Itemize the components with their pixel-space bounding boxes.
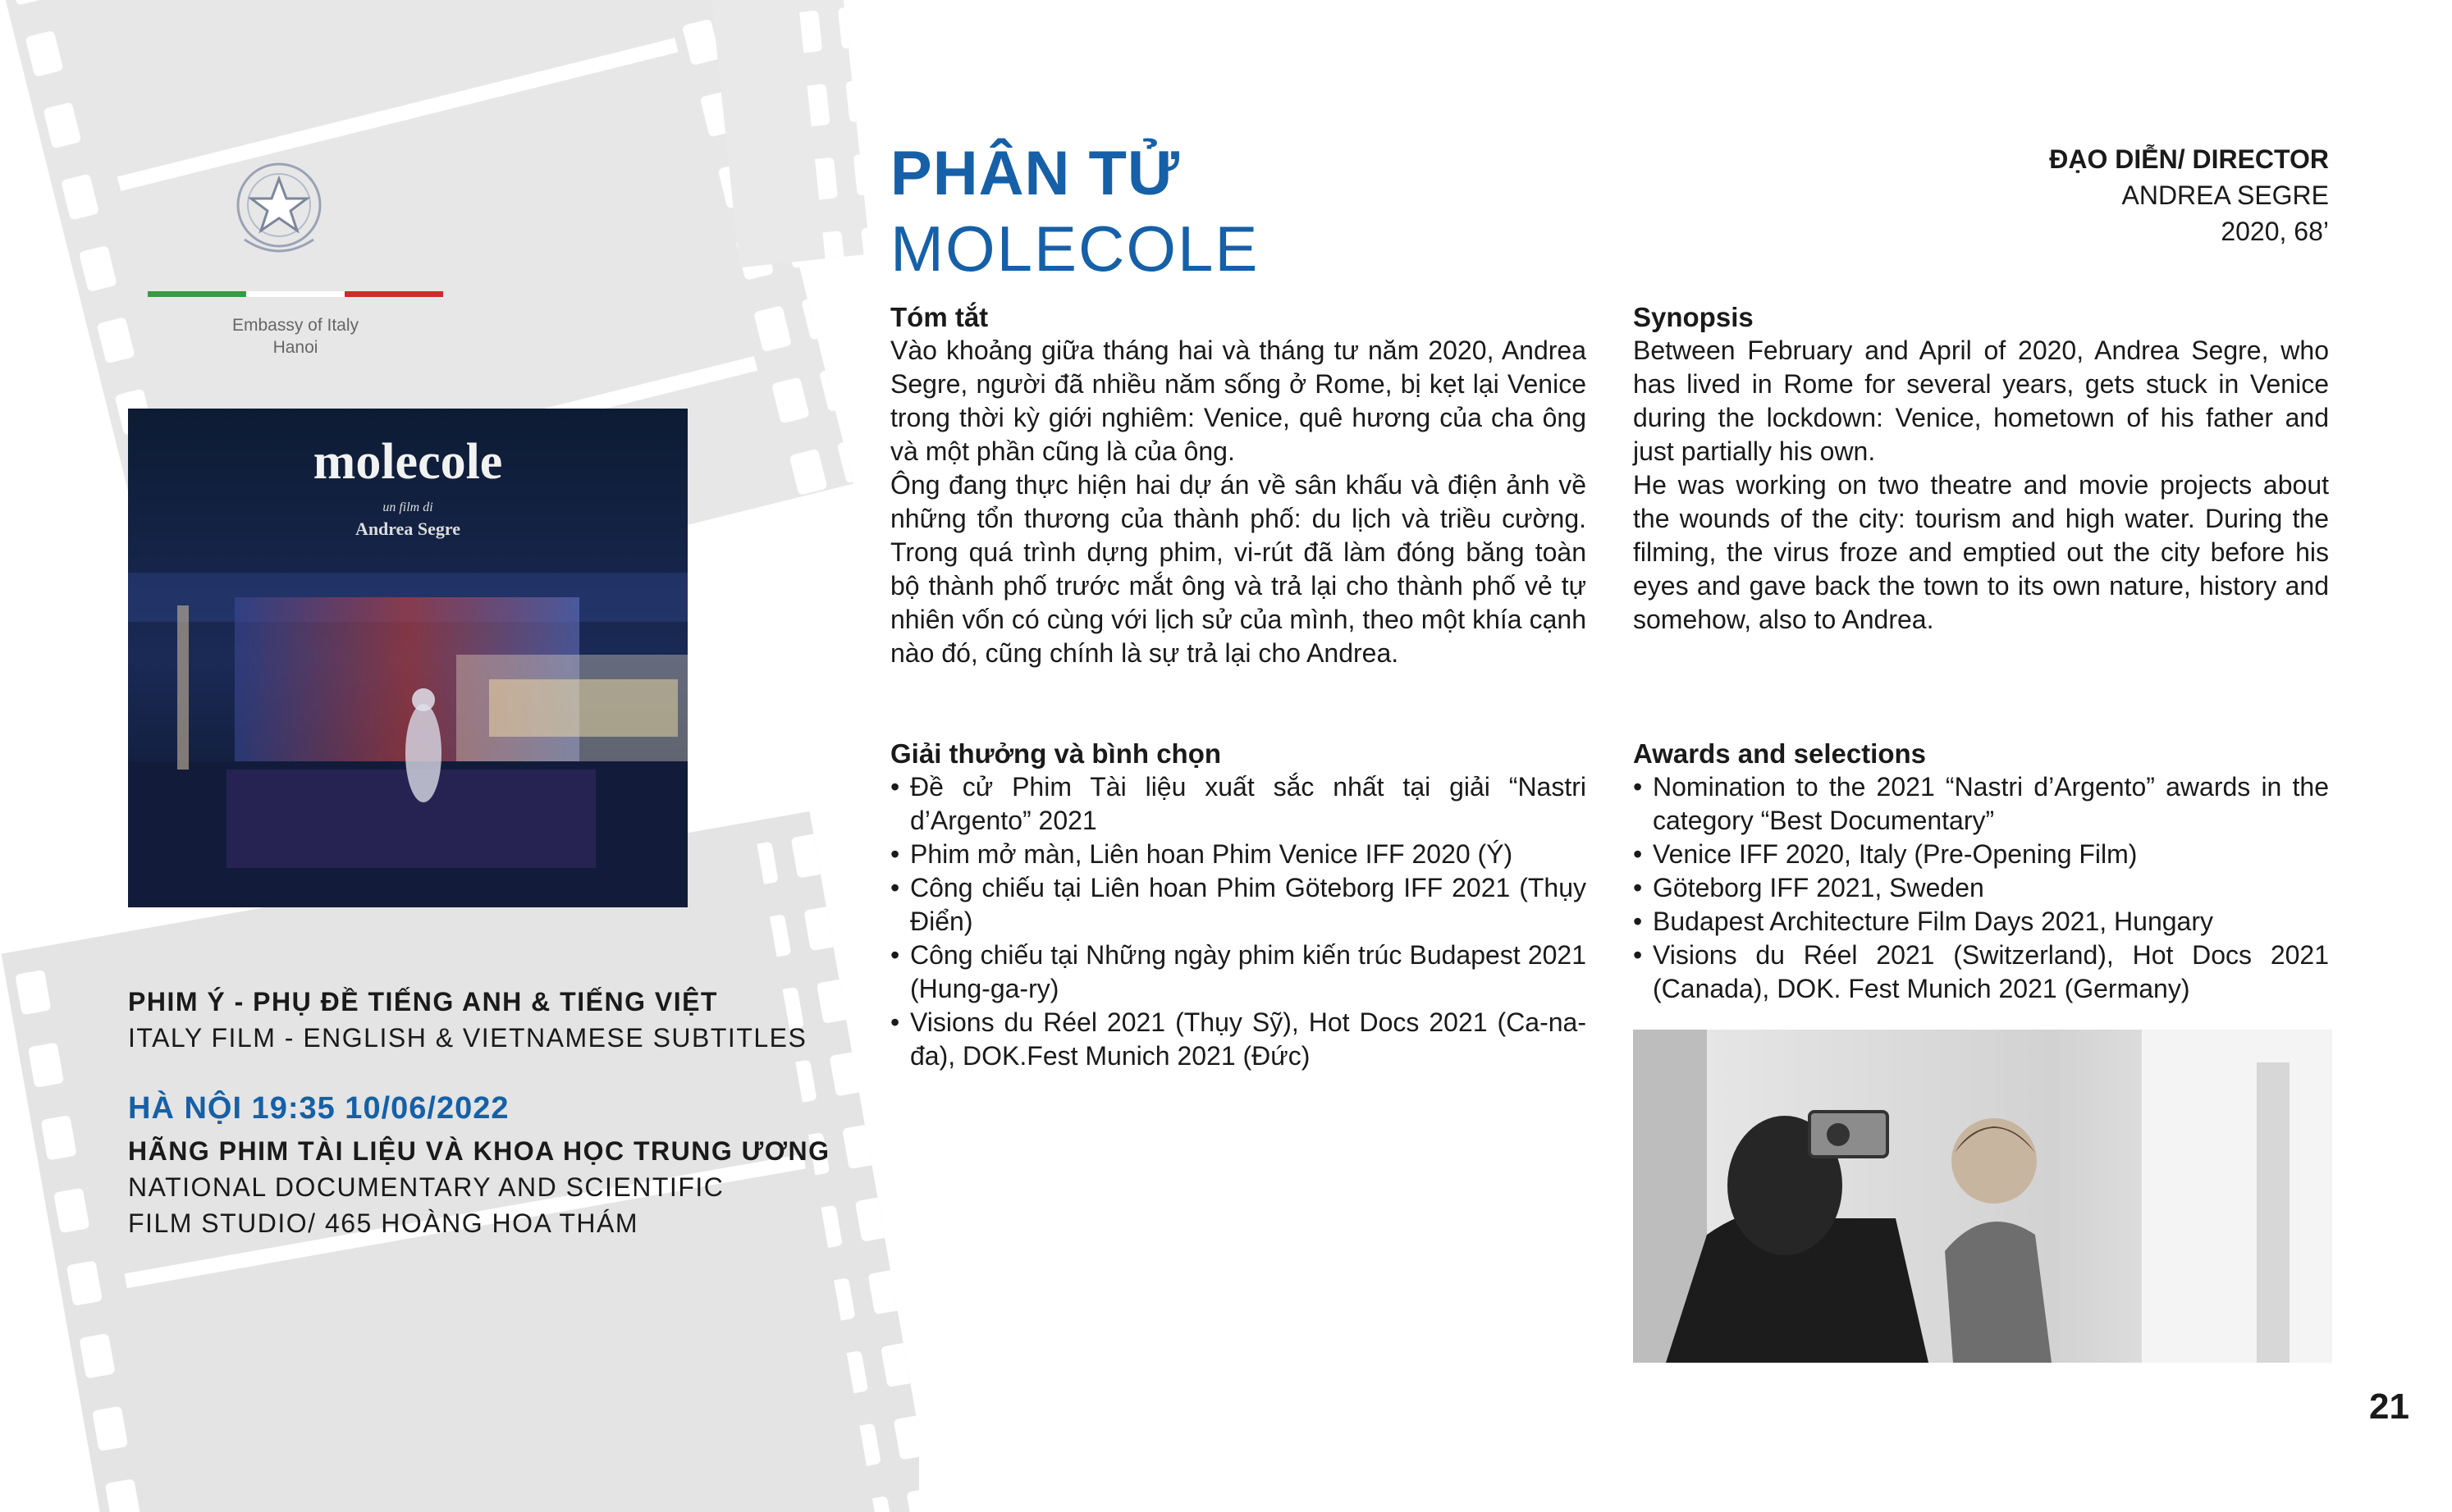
synopsis-vn-paragraph-2: Ông đang thực hiện hai dự án về sân khấu và điện ảnh về những tổn thương của thành phố: du lịch và triều cường. Trong quá trình dựng phim, vi-rút đã làm đóng băng toàn bộ thành phố trước mắt ông và trả lại cho thành phố vẻ tự nhiên vốn có cùng với lịch sử của mình, theo một khía cạnh nào đó, cũng chính là sự trả lại cho Andrea. [890,470,1586,668]
list-item: • Công chiếu tại Liên hoan Phim Göteborg IFF 2021 (Thụy Điển) [890,871,1586,939]
synopsis-en-paragraph-1: Between February and April of 2020, Andrea Segre, who has lived in Rome for several years, gets stuck in Venice during the lockdown: Venice, hometown of his father and just partially his own. [1633,336,2329,466]
page-number: 21 [2369,1386,2409,1427]
synopsis-vn-paragraph-1: Vào khoảng giữa tháng hai và tháng tư năm 2020, Andrea Segre, người đã nhiều năm sống ở Rome, bị kẹt lại Venice trong thời kỳ giới nghiêm: Venice, quê hương của cha ông và một phần cũng là của ông. [890,336,1586,466]
list-item: • Göteborg IFF 2021, Sweden [1633,871,2329,905]
list-item: • Venice IFF 2020, Italy (Pre-Opening Film) [1633,838,2329,871]
awards-vn [890,737,1586,1073]
director-block [2049,141,2329,249]
italy-emblem-icon [230,148,328,271]
embassy-emblem-block [148,148,443,361]
list-item: • Visions du Réel 2021 (Switzerland), Hot Docs 2021 (Canada), DOK. Fest Munich 2021 (Germany) [1633,939,2329,1006]
film-language-vn: PHIM Ý - PHỤ ĐỀ TIẾNG ANH & TIẾNG VIỆT [128,987,718,1016]
synopsis-en-heading: Synopsis [1633,302,1754,332]
flag-red-stripe [345,291,443,297]
list-item: • Nomination to the 2021 “Nastri d’Argento” awards in the category “Best Documentary” [1633,770,2329,838]
screening-datetime: HÀ NỘI 19:35 10/06/2022 [128,1091,510,1126]
venue-vn: HÃNG PHIM TÀI LIỆU VÀ KHOA HỌC TRUNG ƯƠNG [128,1136,830,1166]
list-item: • Visions du Réel 2021 (Thụy Sỹ), Hot Docs 2021 (Ca-na-đa), DOK.Fest Munich 2021 (Đức) [890,1006,1586,1073]
film-poster [128,409,688,907]
film-still-image [1633,1030,2332,1363]
synopsis-vn [890,300,1586,670]
film-title-original: MOLECOLE [890,212,1260,285]
synopsis-en [1633,300,2329,637]
flag-white-stripe [246,291,345,297]
year-duration: 2020, 68’ [2221,217,2329,246]
poster-credit: un film di [382,500,433,514]
embassy-name: Embassy of Italy [231,316,359,335]
list-item: • Phim mở màn, Liên hoan Phim Venice IFF 2020 (Ý) [890,838,1586,871]
poster-title: molecole [313,434,503,490]
list-item: • Công chiếu tại Những ngày phim kiến trúc Budapest 2021 (Hung-ga-ry) [890,939,1586,1006]
director-name: ANDREA SEGRE [2121,180,2329,210]
list-item: • Budapest Architecture Film Days 2021, Hungary [1633,905,2329,939]
awards-vn-heading: Giải thưởng và bình chọn [890,738,1222,769]
film-language-en: ITALY FILM - ENGLISH & VIETNAMESE SUBTITLES [128,1023,807,1053]
venue-en-line-1: NATIONAL DOCUMENTARY AND SCIENTIFIC [128,1172,725,1202]
film-title-vn: PHÂN TỬ [890,139,1180,208]
synopsis-vn-heading: Tóm tắt [890,302,989,332]
embassy-city: Hanoi [272,338,318,357]
venue-en-line-2: FILM STUDIO/ 465 HOÀNG HOA THÁM [128,1208,639,1238]
film-still-photo [1633,1030,2332,1363]
poster-director: Andrea Segre [355,518,461,539]
flag-green-stripe [148,291,246,297]
synopsis-en-paragraph-2: He was working on two theatre and movie projects about the wounds of the city: tourism and high water. During the filming, the virus froze and emptied out the city before his eyes and gave back the town to its own nature, history and somehow, also to Andrea. [1633,470,2329,634]
director-label: ĐẠO DIỄN/ DIRECTOR [2049,144,2329,174]
list-item: • Đề cử Phim Tài liệu xuất sắc nhất tại giải “Nastri d’Argento” 2021 [890,770,1586,838]
awards-en [1633,737,2329,1006]
awards-en-heading: Awards and selections [1633,738,1927,769]
